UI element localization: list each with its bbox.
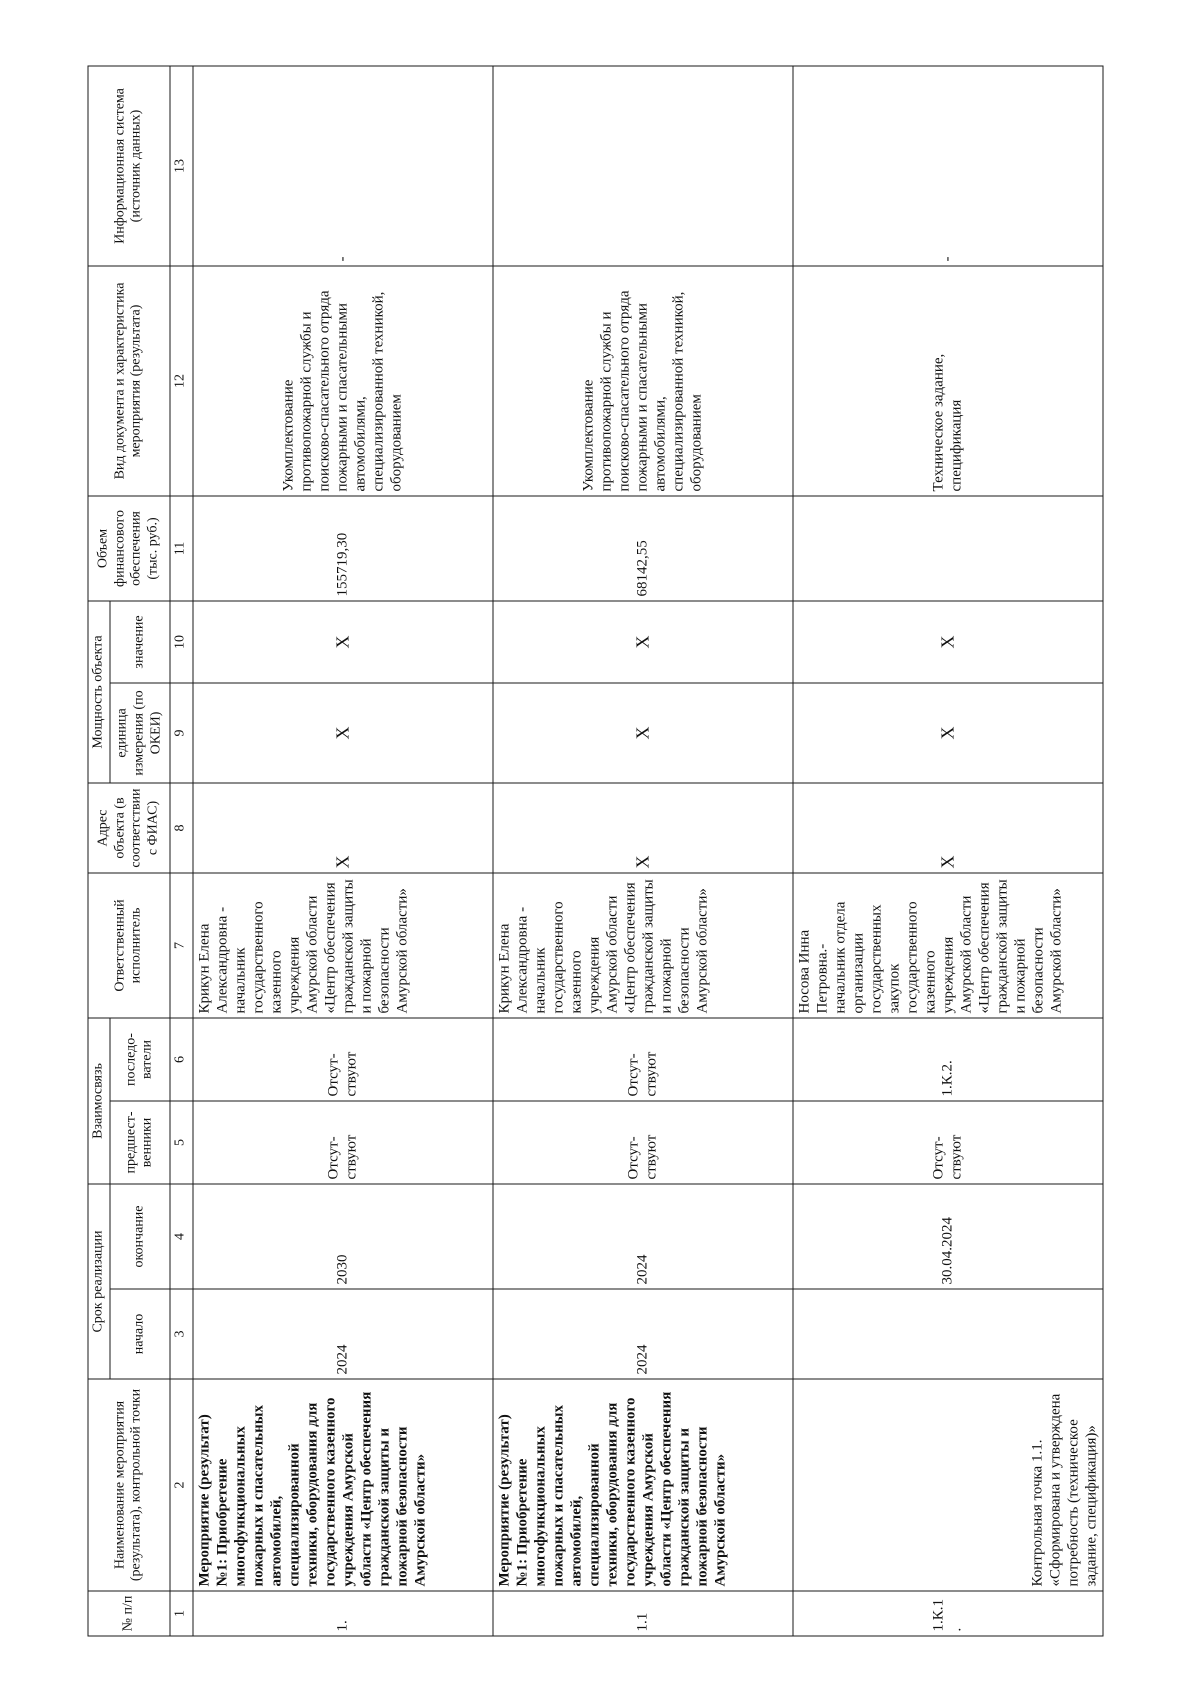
successors: Отсут-ствуют (193, 1018, 493, 1101)
capacity-value: X (493, 601, 793, 683)
predecessors: Отсут-ствуют (493, 1101, 793, 1184)
document-type: Укомплектование противопожарной службы и поисково-спасательного отряда пожарными и спасательными автомобилями, специализированной техникой, оборудованием (493, 266, 793, 496)
successors: 1.К.2. (793, 1018, 1103, 1101)
column-number: 10 (170, 601, 193, 683)
start-year: 2024 (193, 1289, 493, 1379)
finance-amount: 68142,55 (493, 496, 793, 601)
object-address: X (793, 783, 1103, 873)
header-end: окончание (110, 1184, 170, 1289)
object-address: X (493, 783, 793, 873)
header-address: Адрес объекта (в соответствии с ФИАС) (88, 783, 170, 873)
row-number: 1. (193, 1591, 493, 1636)
object-address: X (193, 783, 493, 873)
information-system: - (793, 66, 1103, 266)
end-year: 2024 (493, 1184, 793, 1289)
table-row (193, 66, 493, 1636)
measure-name: Мероприятие (результат) №1: Приобретение многофункциональных пожарных и спасательных автомобилей, специализированной техники, оборудования для государственного казенного учреждения Амурской области «Центр обеспечения гражданской защиты и пожарной безопасности Амурской области» (193, 1379, 493, 1591)
column-number: 2 (170, 1379, 193, 1591)
column-number: 8 (170, 783, 193, 873)
column-number: 13 (170, 66, 193, 266)
responsible-executor: Крикун Елена Александровна - начальник государственного казенного учреждения Амурской области «Центр обеспечения гражданской защиты и пожарной безопасности Амурской области» (493, 873, 793, 1018)
header-value: значение (110, 601, 170, 683)
measure-name: Мероприятие (результат) №1: Приобретение многофункциональных пожарных и спасательных автомобилей, специализированной техники, оборудования для государственного казенного учреждения Амурской области «Центр обеспечения гражданской защиты и пожарной безопасности Амурской области» (493, 1379, 793, 1591)
header-executor: Ответственный исполнитель (88, 873, 170, 1018)
header-relation: Взаимосвязь (88, 1018, 110, 1184)
header-capacity: Мощность объекта (88, 601, 110, 783)
header-unit: единица измерения (по ОКЕИ) (110, 683, 170, 783)
header-predecessors: предшест-венники (110, 1101, 170, 1184)
successors: Отсут-ствуют (493, 1018, 793, 1101)
start-year (793, 1289, 1103, 1379)
capacity-unit: X (793, 683, 1103, 783)
header-finance: Объем финансового обеспечения (тыс. руб.) (88, 496, 170, 601)
control-point-name: Контрольная точка 1.1. «Сформирована и утверждена потребность (техническое задание, спецификация)» (793, 1379, 1103, 1591)
row-number: 1.1 (493, 1591, 793, 1636)
capacity-unit: X (193, 683, 493, 783)
capacity-unit: X (493, 683, 793, 783)
header-successors: последо-ватели (110, 1018, 170, 1101)
start-year: 2024 (493, 1289, 793, 1379)
predecessors: Отсут-ствуют (793, 1101, 1103, 1184)
end-date: 30.04.2024 (793, 1184, 1103, 1289)
predecessors: Отсут-ствуют (193, 1101, 493, 1184)
capacity-value: X (193, 601, 493, 683)
header-doc: Вид документа и характеристика мероприятия (результата) (88, 266, 170, 496)
column-number: 4 (170, 1184, 193, 1289)
table-row (793, 66, 1103, 1636)
header-row-1 (88, 66, 110, 1636)
header-infosys: Информационная система (источник данных) (88, 66, 170, 266)
information-system: - (193, 66, 493, 266)
document-type: Техническое задание, спецификация (793, 266, 1103, 496)
end-year: 2030 (193, 1184, 493, 1289)
responsible-executor: Крикун Елена Александровна - начальник государственного казенного учреждения Амурской области «Центр обеспечения гражданской защиты и пожарной безопасности Амурской области» (193, 873, 493, 1018)
header-name: Наименование мероприятия (результата), контрольной точки (88, 1379, 170, 1591)
header-period: Срок реализации (88, 1184, 110, 1379)
header-start: начало (110, 1289, 170, 1379)
column-number: 3 (170, 1289, 193, 1379)
column-number-row (170, 66, 193, 1636)
information-system (493, 66, 793, 266)
row-number: 1.К.1. (793, 1591, 1103, 1636)
implementation-plan-table (88, 65, 1104, 1636)
finance-amount: 155719,30 (193, 496, 493, 601)
header-no: № п/п (88, 1591, 170, 1636)
column-number: 7 (170, 873, 193, 1018)
column-number: 12 (170, 266, 193, 496)
finance-amount (793, 496, 1103, 601)
column-number: 11 (170, 496, 193, 601)
document-type: Укомплектование противопожарной службы и поисково-спасательного отряда пожарными и спасательными автомобилями, специализированной техникой, оборудованием (193, 266, 493, 496)
column-number: 9 (170, 683, 193, 783)
column-number: 5 (170, 1101, 193, 1184)
table-row (493, 66, 793, 1636)
column-number: 6 (170, 1018, 193, 1101)
column-number: 1 (170, 1591, 193, 1636)
rotated-document-page (88, 67, 1113, 1637)
responsible-executor: Носова Инна Петровна.- начальник отдела организации государственных закупок государственного казенного учреждения Амурской области «Центр обеспечения гражданской защиты и пожарной безопасности Амурской области» (793, 873, 1103, 1018)
capacity-value: X (793, 601, 1103, 683)
